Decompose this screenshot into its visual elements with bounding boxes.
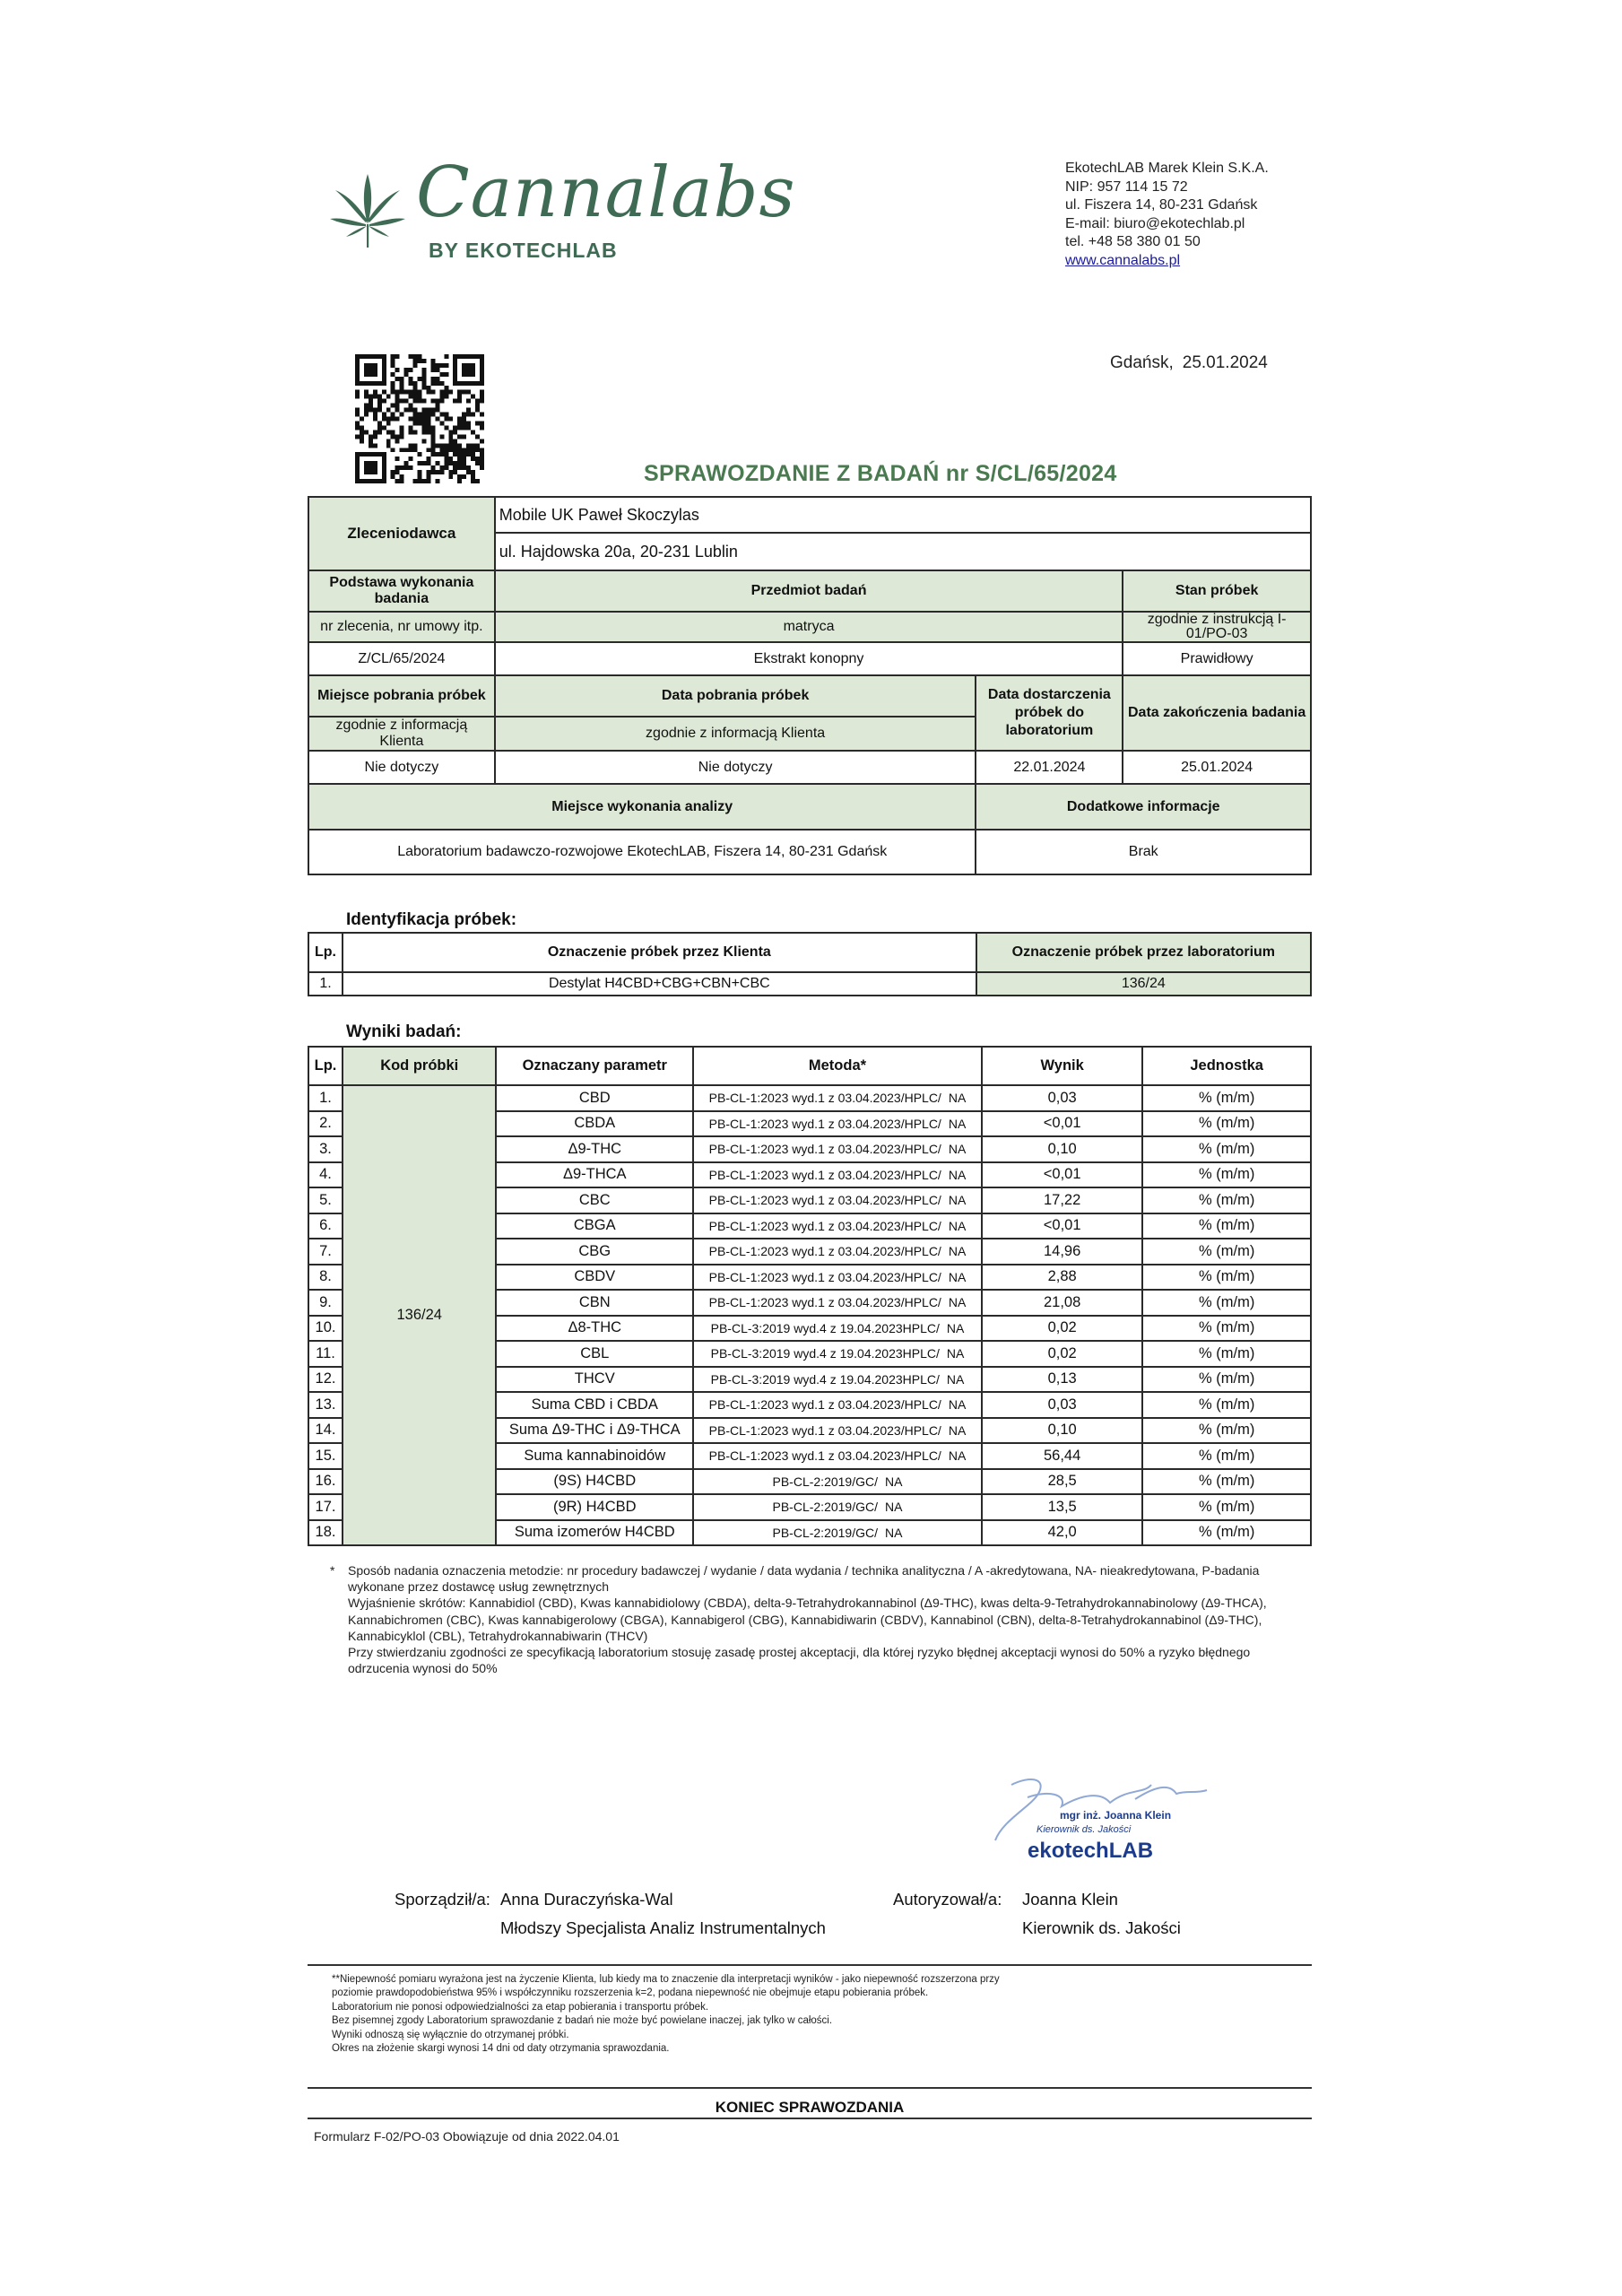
report-title: SPRAWOZDANIE Z BADAŃ nr S/CL/65/2024	[644, 461, 1117, 486]
row-result: 13,5	[982, 1494, 1142, 1520]
signature-brand: ekotechLAB	[1028, 1839, 1154, 1863]
method-text: PB-CL-1:2023 wyd.1 z 03.04.2023/HPLC/	[708, 1167, 941, 1182]
row-unit: % (m/m)	[1142, 1290, 1311, 1316]
row-lp: 13.	[308, 1392, 343, 1418]
identification-table	[308, 932, 1312, 996]
row-method	[693, 1494, 982, 1520]
row-lp: 11.	[308, 1341, 343, 1367]
ident-row-lab: 136/24	[976, 972, 1311, 996]
company-phone: tel. +48 58 380 01 50	[1065, 234, 1201, 249]
row-lp: 18.	[308, 1520, 343, 1546]
company-address: ul. Fiszera 14, 80-231 Gdańsk	[1065, 197, 1258, 213]
results-header-result: Wynik	[982, 1047, 1142, 1085]
method-accreditation: NA	[948, 1422, 967, 1438]
row-result: <0,01	[982, 1162, 1142, 1188]
row-method	[693, 1290, 982, 1316]
client-label: Zleceniodawca	[308, 497, 495, 570]
method-accreditation: NA	[948, 1116, 967, 1131]
row-unit: % (m/m)	[1142, 1469, 1311, 1495]
row-lp: 8.	[308, 1265, 343, 1291]
footnote-line: **Niepewność pomiaru wyrażona jest na życzenie Klienta, lub kiedy ma to znaczenie dla interpretacji wyników - jako niepewność rozszerzona przy	[332, 1974, 1000, 1985]
footnote-line: Bez pisemnej zgody Laboratorium sprawozdanie z badań nie może być powielane inaczej, jak tylko w całości.	[332, 2015, 833, 2027]
row-unit: % (m/m)	[1142, 1265, 1311, 1291]
footnote-line: Wyniki odnoszą się wyłącznie do otrzymanej próbki.	[332, 2029, 569, 2040]
signature-title: mgr inż. Joanna Klein	[1060, 1809, 1172, 1822]
method-accreditation: NA	[946, 1320, 965, 1335]
row-parameter: CBG	[496, 1239, 693, 1265]
delivery-date-value: 22.01.2024	[976, 751, 1123, 784]
row-result: 28,5	[982, 1469, 1142, 1495]
notes-abbreviations: Wyjaśnienie skrótów: Kannabidiol (CBD), Kwas kannabidiolowy (CBDA), delta-9-Tetrahydrokannabinol (Δ9-THC), kwas delta-9-Tetrahydrokannabinolowy (Δ9-THCA), Kannabichromen (CBC), Kwas kannabigerolowy (CBGA), Kannabigerol (CBG), Kannabidiwarin (CBDV), Kannabinol (CBN), delta-8-Tetrahydrokannabinol (Δ9-THC), Kannabicyklol (CBL), Tetrahydrokannabiwarin (THCV)	[348, 1596, 1267, 1643]
authorized-label: Autoryzował/a:	[893, 1890, 1002, 1909]
method-text: PB-CL-2:2019/GC/	[772, 1525, 878, 1540]
row-parameter: CBDA	[496, 1111, 693, 1137]
row-lp: 4.	[308, 1162, 343, 1188]
method-text: PB-CL-1:2023 wyd.1 z 03.04.2023/HPLC/	[708, 1218, 941, 1233]
results-header-code: Kod próbki	[343, 1047, 497, 1085]
method-text: PB-CL-1:2023 wyd.1 z 03.04.2023/HPLC/	[708, 1397, 941, 1413]
row-result: 17,22	[982, 1187, 1142, 1213]
subject-sub: matryca	[495, 612, 1123, 642]
row-parameter: Suma kannabinoidów	[496, 1443, 693, 1469]
report-info-table	[308, 496, 1312, 875]
method-text: PB-CL-1:2023 wyd.1 z 03.04.2023/HPLC/	[708, 1295, 941, 1310]
ident-header-lp: Lp.	[308, 933, 343, 972]
sampling-date-sub: zgodnie z informacją Klienta	[495, 717, 976, 751]
sample-state-value: Prawidłowy	[1123, 642, 1311, 675]
row-lp: 5.	[308, 1187, 343, 1213]
row-parameter: Suma Δ9-THC i Δ9-THCA	[496, 1418, 693, 1444]
method-text: PB-CL-1:2023 wyd.1 z 03.04.2023/HPLC/	[708, 1244, 941, 1259]
ident-row-lp: 1.	[308, 972, 343, 996]
authorized-name: Joanna Klein	[1022, 1890, 1118, 1909]
notes-method-line: Sposób nadania oznaczenia metodzie: nr procedury badawczej / wydanie / data wydania / technika analityczna / A -akredytowana, NA- nieakredytowana, P-badania wykonane przez dostawcę usług zewnętrznych	[348, 1563, 1260, 1595]
row-method	[693, 1187, 982, 1213]
row-parameter: CBC	[496, 1187, 693, 1213]
row-lp: 1.	[308, 1085, 343, 1111]
row-method	[693, 1239, 982, 1265]
row-result: 0,03	[982, 1085, 1142, 1111]
divider	[308, 1964, 1312, 1966]
method-accreditation: NA	[948, 1142, 967, 1157]
results-title: Wyniki badań:	[346, 1022, 462, 1041]
sample-state-label: Stan próbek	[1123, 570, 1311, 612]
row-method	[693, 1443, 982, 1469]
company-info	[1065, 160, 1269, 270]
row-parameter: CBL	[496, 1341, 693, 1367]
row-unit: % (m/m)	[1142, 1392, 1311, 1418]
row-method	[693, 1162, 982, 1188]
end-date-value: 25.01.2024	[1123, 751, 1311, 784]
divider	[308, 2087, 1312, 2089]
method-text: PB-CL-3:2019 wyd.4 z 19.04.2023HPLC/	[710, 1346, 940, 1361]
method-text: PB-CL-3:2019 wyd.4 z 19.04.2023HPLC/	[710, 1320, 940, 1335]
signature-stamp	[984, 1767, 1218, 1866]
sampling-date-value: Nie dotyczy	[495, 751, 976, 784]
row-lp: 17.	[308, 1494, 343, 1520]
row-lp: 9.	[308, 1290, 343, 1316]
method-accreditation: NA	[885, 1525, 903, 1540]
notes-star: *	[330, 1563, 335, 1578]
row-lp: 15.	[308, 1443, 343, 1469]
analysis-place-label: Miejsce wykonania analizy	[308, 784, 976, 830]
prepared-label: Sporządził/a:	[395, 1890, 490, 1909]
row-parameter: (9R) H4CBD	[496, 1494, 693, 1520]
analysis-place-value: Laboratorium badawczo-rozwojowe EkotechLAB, Fiszera 14, 80-231 Gdańsk	[308, 830, 976, 874]
row-parameter: (9S) H4CBD	[496, 1469, 693, 1495]
row-method	[693, 1520, 982, 1546]
row-method	[693, 1136, 982, 1162]
row-unit: % (m/m)	[1142, 1136, 1311, 1162]
sample-state-sub: zgodnie z instrukcją I-01/PO-03	[1123, 612, 1311, 642]
method-text: PB-CL-1:2023 wyd.1 z 03.04.2023/HPLC/	[708, 1193, 941, 1208]
client-address: ul. Hajdowska 20a, 20-231 Lublin	[495, 533, 1311, 570]
row-parameter: Suma CBD i CBDA	[496, 1392, 693, 1418]
method-notes	[332, 1562, 1291, 1676]
row-unit: % (m/m)	[1142, 1443, 1311, 1469]
signature-role: Kierownik ds. Jakości	[1037, 1824, 1132, 1835]
method-accreditation: NA	[948, 1218, 967, 1233]
row-result: 0,03	[982, 1392, 1142, 1418]
logo-wordmark: Cannalabs	[416, 152, 796, 233]
row-unit: % (m/m)	[1142, 1111, 1311, 1137]
row-result: 2,88	[982, 1265, 1142, 1291]
row-parameter: Δ9-THC	[496, 1136, 693, 1162]
row-result: 0,13	[982, 1367, 1142, 1393]
row-unit: % (m/m)	[1142, 1162, 1311, 1188]
row-result: 0,10	[982, 1136, 1142, 1162]
row-parameter: Δ9-THCA	[496, 1162, 693, 1188]
prepared-role: Młodszy Specjalista Analiz Instrumentalnych	[500, 1918, 826, 1937]
prepared-name: Anna Duraczyńska-Wal	[500, 1890, 673, 1909]
row-method	[693, 1367, 982, 1393]
results-header-lp: Lp.	[308, 1047, 343, 1085]
footnote-line: Okres na złożenie skargi wynosi 14 dni od daty otrzymania sprawozdania.	[332, 2043, 670, 2055]
method-text: PB-CL-2:2019/GC/	[772, 1474, 878, 1489]
row-parameter: Δ8-THC	[496, 1316, 693, 1342]
method-accreditation: NA	[946, 1346, 965, 1361]
row-result: 42,0	[982, 1520, 1142, 1546]
row-parameter: CBGA	[496, 1213, 693, 1239]
row-unit: % (m/m)	[1142, 1520, 1311, 1546]
row-unit: % (m/m)	[1142, 1085, 1311, 1111]
row-method	[693, 1418, 982, 1444]
row-lp: 14.	[308, 1418, 343, 1444]
row-method	[693, 1392, 982, 1418]
row-parameter: CBD	[496, 1085, 693, 1111]
row-lp: 10.	[308, 1316, 343, 1342]
method-text: PB-CL-1:2023 wyd.1 z 03.04.2023/HPLC/	[708, 1448, 941, 1464]
identification-title: Identyfikacja próbek:	[346, 910, 517, 929]
divider	[308, 2118, 1312, 2119]
authorized-role: Kierownik ds. Jakości	[1022, 1918, 1181, 1937]
basis-label: Podstawa wykonania badania	[308, 570, 495, 612]
method-accreditation: NA	[948, 1397, 967, 1413]
delivery-date-label: Data dostarczenia próbek do laboratorium	[976, 675, 1123, 751]
subject-label: Przedmiot badań	[495, 570, 1123, 612]
results-row	[308, 1085, 1311, 1111]
row-result: 21,08	[982, 1290, 1142, 1316]
row-parameter: CBDV	[496, 1265, 693, 1291]
method-accreditation: NA	[946, 1371, 965, 1387]
method-text: PB-CL-3:2019 wyd.4 z 19.04.2023HPLC/	[710, 1371, 940, 1387]
results-header-unit: Jednostka	[1142, 1047, 1311, 1085]
method-text: PB-CL-1:2023 wyd.1 z 03.04.2023/HPLC/	[708, 1422, 941, 1438]
place-and-date	[1110, 353, 1277, 373]
row-result: <0,01	[982, 1111, 1142, 1137]
method-accreditation: NA	[948, 1244, 967, 1259]
method-text: PB-CL-2:2019/GC/	[772, 1500, 878, 1515]
row-lp: 3.	[308, 1136, 343, 1162]
row-lp: 6.	[308, 1213, 343, 1239]
method-text: PB-CL-1:2023 wyd.1 z 03.04.2023/HPLC/	[708, 1269, 941, 1284]
footnote-line: Laboratorium nie ponosi odpowiedzialności za etap pobierania i transportu próbek.	[332, 2001, 709, 2013]
company-website-link[interactable]: www.cannalabs.pl	[1065, 252, 1181, 268]
qr-code-icon[interactable]	[355, 354, 484, 483]
row-unit: % (m/m)	[1142, 1494, 1311, 1520]
method-text: PB-CL-1:2023 wyd.1 z 03.04.2023/HPLC/	[708, 1091, 941, 1106]
end-of-report: KONIEC SPRAWOZDANIA	[715, 2099, 905, 2116]
logo-subtitle: BY EKOTECHLAB	[429, 239, 618, 262]
row-method	[693, 1265, 982, 1291]
row-result: 0,10	[982, 1418, 1142, 1444]
company-nip: NIP: 957 114 15 72	[1065, 178, 1188, 195]
method-accreditation: NA	[948, 1167, 967, 1182]
method-text: PB-CL-1:2023 wyd.1 z 03.04.2023/HPLC/	[708, 1116, 941, 1131]
sampling-place-label: Miejsce pobrania próbek	[308, 675, 495, 717]
results-header-param: Oznaczany parametr	[496, 1047, 693, 1085]
ident-row-client: Destylat H4CBD+CBG+CBN+CBC	[343, 972, 976, 996]
row-method	[693, 1341, 982, 1367]
row-lp: 16.	[308, 1469, 343, 1495]
row-unit: % (m/m)	[1142, 1316, 1311, 1342]
row-method	[693, 1213, 982, 1239]
row-unit: % (m/m)	[1142, 1341, 1311, 1367]
cannabis-leaf-icon	[330, 172, 405, 249]
sample-code: 136/24	[343, 1085, 497, 1545]
method-accreditation: NA	[885, 1474, 903, 1489]
additional-info-value: Brak	[976, 830, 1311, 874]
company-name: EkotechLAB Marek Klein S.K.A.	[1065, 161, 1269, 176]
place: Gdańsk,	[1110, 353, 1174, 372]
ident-header-client: Oznaczenie próbek przez Klienta	[343, 933, 976, 972]
row-unit: % (m/m)	[1142, 1187, 1311, 1213]
method-text: PB-CL-1:2023 wyd.1 z 03.04.2023/HPLC/	[708, 1142, 941, 1157]
row-method	[693, 1085, 982, 1111]
row-result: <0,01	[982, 1213, 1142, 1239]
footnote-line: poziomie prawdopodobieństwa 95% i współczynniku rozszerzenia k=2, podana niepewność nie obejmuje etapu pobierania próbek.	[332, 1987, 929, 1999]
method-accreditation: NA	[885, 1500, 903, 1515]
results-table	[308, 1046, 1312, 1546]
basis-value: Z/CL/65/2024	[308, 642, 495, 675]
row-parameter: Suma izomerów H4CBD	[496, 1520, 693, 1546]
row-lp: 12.	[308, 1367, 343, 1393]
report-date: 25.01.2024	[1182, 353, 1268, 372]
ident-header-lab: Oznaczenie próbek przez laboratorium	[976, 933, 1311, 972]
sampling-place-value: Nie dotyczy	[308, 751, 495, 784]
end-date-label: Data zakończenia badania	[1123, 675, 1311, 751]
method-accreditation: NA	[948, 1448, 967, 1464]
additional-info-label: Dodatkowe informacje	[976, 784, 1311, 830]
subject-value: Ekstrakt konopny	[495, 642, 1123, 675]
form-identifier: Formularz F-02/PO-03 Obowiązuje od dnia 2022.04.01	[314, 2129, 620, 2144]
client-name: Mobile UK Paweł Skoczylas	[495, 497, 1311, 533]
row-result: 14,96	[982, 1239, 1142, 1265]
sampling-place-sub: zgodnie z informacją Klienta	[308, 717, 495, 751]
row-method	[693, 1111, 982, 1137]
method-accreditation: NA	[948, 1193, 967, 1208]
row-lp: 7.	[308, 1239, 343, 1265]
method-accreditation: NA	[948, 1269, 967, 1284]
company-email: E-mail: biuro@ekotechlab.pl	[1065, 215, 1245, 231]
row-parameter: THCV	[496, 1367, 693, 1393]
row-parameter: CBN	[496, 1290, 693, 1316]
row-method	[693, 1469, 982, 1495]
row-result: 56,44	[982, 1443, 1142, 1469]
row-result: 0,02	[982, 1341, 1142, 1367]
sampling-date-label: Data pobrania próbek	[495, 675, 976, 717]
method-accreditation: NA	[948, 1091, 967, 1106]
row-unit: % (m/m)	[1142, 1418, 1311, 1444]
results-header-method: Metoda*	[693, 1047, 982, 1085]
row-method	[693, 1316, 982, 1342]
basis-sub: nr zlecenia, nr umowy itp.	[308, 612, 495, 642]
footnotes	[332, 1973, 1228, 2056]
row-result: 0,02	[982, 1316, 1142, 1342]
row-unit: % (m/m)	[1142, 1367, 1311, 1393]
row-lp: 2.	[308, 1111, 343, 1137]
row-unit: % (m/m)	[1142, 1239, 1311, 1265]
notes-acceptance-rule: Przy stwierdzaniu zgodności ze specyfikacją laboratorium stosuję zasadę prostej akceptacji, dla której ryzyko błędnej akceptacji wynosi do 50% a ryzyko błędnego odrzucenia wynosi do 50%	[348, 1645, 1251, 1676]
method-accreditation: NA	[948, 1295, 967, 1310]
row-unit: % (m/m)	[1142, 1213, 1311, 1239]
